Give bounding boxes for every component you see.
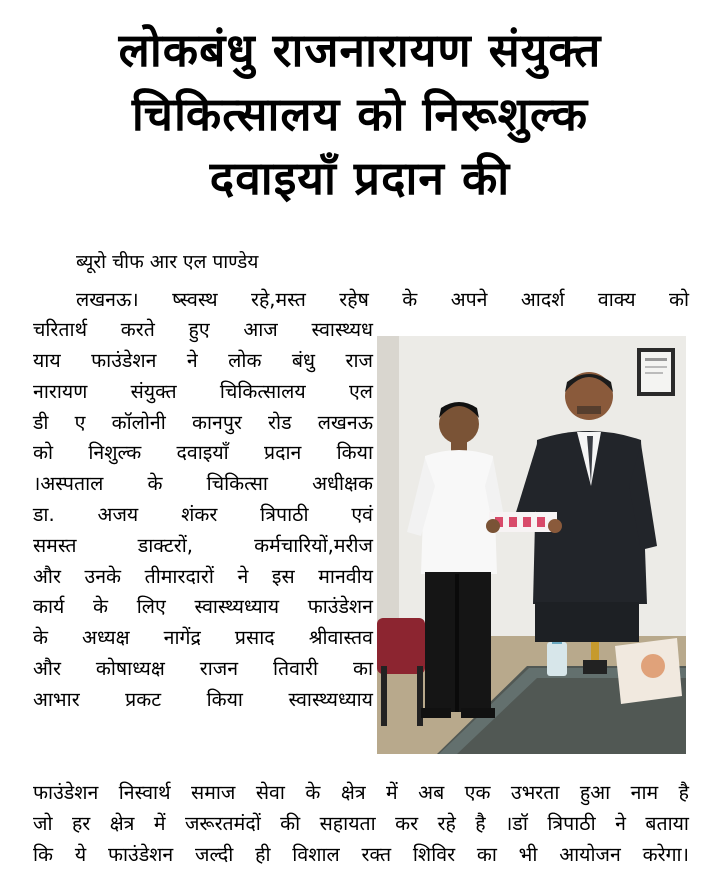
- headline-line-2: चिकित्सालय को निरूशुल्क: [131, 87, 589, 141]
- body-line: और कोषाध्यक्ष राजन तिवारी का: [33, 657, 373, 680]
- body-line: कि ये फाउंडेशन जल्दी ही विशाल रक्त शिविर का भी आयोजन करेगा।: [33, 843, 689, 866]
- body-line: ।अस्पताल के चिकित्सा अधीक्षक: [33, 472, 373, 495]
- body-line: कार्य के लिए स्वास्थ्यध्याय फाउंडेशन: [33, 595, 373, 618]
- body-line: समस्त डाक्टरों, कर्मचारियों,मरीज: [33, 534, 373, 557]
- body-line: और उनके तीमारदारों ने इस मानवीय: [33, 565, 373, 588]
- headline: [0, 18, 720, 210]
- body-line: याय फाउंडेशन ने लोक बंधु राज: [33, 349, 373, 372]
- body-line: डा. अजय शंकर त्रिपाठी एवं: [33, 503, 373, 526]
- byline: ब्यूरो चीफ आर एल पाण्डेय: [76, 251, 259, 273]
- headline-line-3: दवाइयाँ प्रदान की: [209, 151, 511, 205]
- body-line: डी ए कॉलोनी कानपुर रोड लखनऊ: [33, 411, 373, 434]
- news-photo: [377, 336, 686, 754]
- body-line: लखनऊ। ष्स्वस्थ रहे,मस्त रहेष के अपने आदर्श वाक्य को: [76, 288, 689, 311]
- body-line: आभार प्रकट किया स्वास्थ्यध्याय: [33, 688, 373, 711]
- body-line: फाउंडेशन निस्वार्थ समाज सेवा के क्षेत्र में अब एक उभरता हुआ नाम है: [33, 781, 689, 804]
- body-line: जो हर क्षेत्र में जरूरतमंदों की सहायता कर रहे है ।डॉ त्रिपाठी ने बताया: [33, 812, 689, 835]
- body-line: के अध्यक्ष नागेंद्र प्रसाद श्रीवास्तव: [33, 626, 373, 649]
- headline-line-1: लोकबंधु राजनारायण संयुक्त: [118, 23, 602, 77]
- body-line: को निशुल्क दवाइयाँ प्रदान किया: [33, 441, 373, 464]
- photo-illustration: [377, 336, 686, 754]
- body-line: चरितार्थ करते हुए आज स्वास्थ्यध: [33, 318, 373, 341]
- body-line: नारायण संयुक्त चिकित्सालय एल: [33, 380, 373, 403]
